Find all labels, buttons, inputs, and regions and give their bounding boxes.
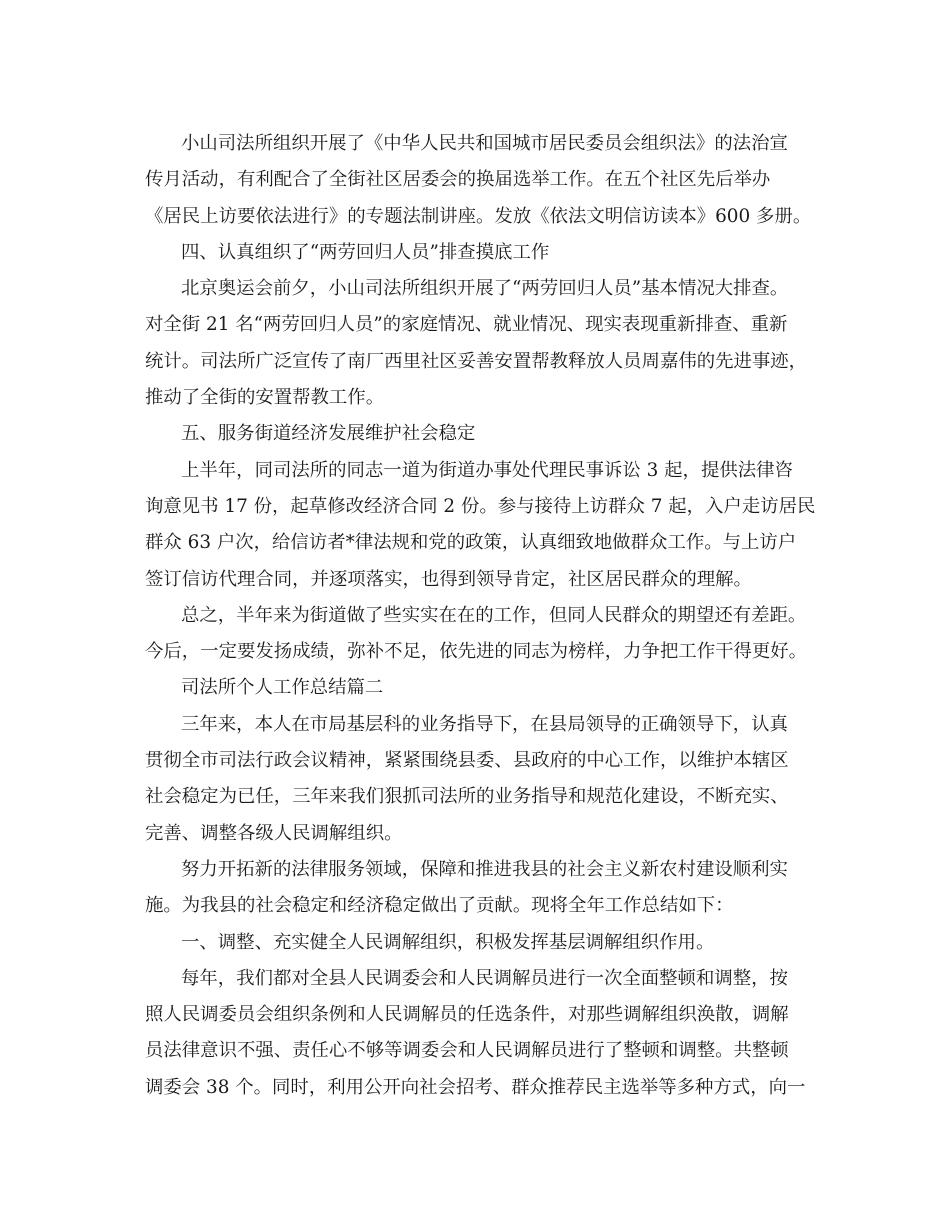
text-line: 努力开拓新的法律服务领域，保障和推进我县的社会主义新农村建设顺利实 — [181, 858, 788, 880]
text-line: 三年来，本人在市局基层科的业务指导下，在县局领导的正确领导下，认真 — [181, 713, 788, 735]
text-line: 《居民上访要依法进行》的专题法制讲座。发放《依法文明信访读本》600 多册。 — [145, 205, 812, 227]
text-line: 推动了全街的安置帮教工作。 — [145, 387, 385, 409]
text-line: 群众 63 户次，给信访者*律法规和党的政策，认真细致地做群众工作。与上访户 — [145, 532, 797, 554]
document-body — [145, 126, 815, 1106]
text-line: 对全街 21 名“两劳回归人员”的家庭情况、就业情况、现实表现重新排查、重新 — [145, 314, 788, 336]
text-line: 一、调整、充实健全人民调解组织，积极发挥基层调解组织作用。 — [181, 931, 715, 953]
text-line: 小山司法所组织开展了《中华人民共和国城市居民委员会组织法》的法治宣 — [181, 133, 788, 154]
text-line: 统计。司法所广泛宣传了南厂西里社区妥善安置帮教释放人员周嘉伟的先进事迹， — [145, 350, 808, 372]
text-line: 传月活动，有利配合了全街社区居委会的换届选举工作。在五个社区先后举办 — [145, 169, 771, 191]
text-line: 上半年，同司法所的同志一道为街道办事处代理民事诉讼 3 起，提供法律咨 — [181, 459, 793, 481]
text-line: 签订信访代理合同，并逐项落实，也得到领导肯定，社区居民群众的理解。 — [145, 568, 752, 590]
text-line: 询意见书 17 份，起草修改经济合同 2 份。参与接待上访群众 7 起，入户走访居民 — [145, 495, 816, 517]
text-line: 照人民调委员会组织条例和人民调解员的任选条件，对那些调解组织涣散，调解 — [145, 1004, 789, 1026]
text-line: 员法律意识不强、责任心不够等调委会和人民调解员进行了整顿和调整。共整顿 — [145, 1040, 789, 1062]
text-line: 完善、调整各级人民调解组织。 — [145, 822, 403, 844]
text-line: 施。为我县的社会稳定和经济稳定做出了贡献。现将全年工作总结如下： — [145, 895, 734, 917]
text-line: 四、认真组织了“两劳回归人员”排查摸底工作 — [181, 241, 550, 263]
text-line: 五、服务街道经济发展维护社会稳定 — [181, 423, 476, 445]
text-line: 每年，我们都对全县人民调委会和人民调解员进行一次全面整顿和调整，按 — [181, 967, 788, 989]
text-line: 今后，一定要发扬成绩，弥补不足，依先进的同志为榜样，力争把工作干得更好。 — [145, 641, 808, 663]
text-line: 司法所个人工作总结篇二 — [181, 677, 384, 699]
text-line: 社会稳定为已任，三年来我们狠抓司法所的业务指导和规范化建设，不断充实、 — [145, 786, 789, 808]
text-line: 调委会 38 个。同时，利用公开向社会招考、群众推荐民主选举等多种方式，向一 — [145, 1076, 806, 1098]
text-line: 总之，半年来为街道做了些实实在在的工作，但同人民群众的期望还有差距。 — [181, 604, 807, 626]
text-line: 贯彻全市司法行政会议精神，紧紧围绕县委、县政府的中心工作，以维护本辖区 — [145, 750, 789, 772]
text-line: 北京奥运会前夕，小山司法所组织开展了“两劳回归人员”基本情况大排查。 — [181, 278, 789, 300]
